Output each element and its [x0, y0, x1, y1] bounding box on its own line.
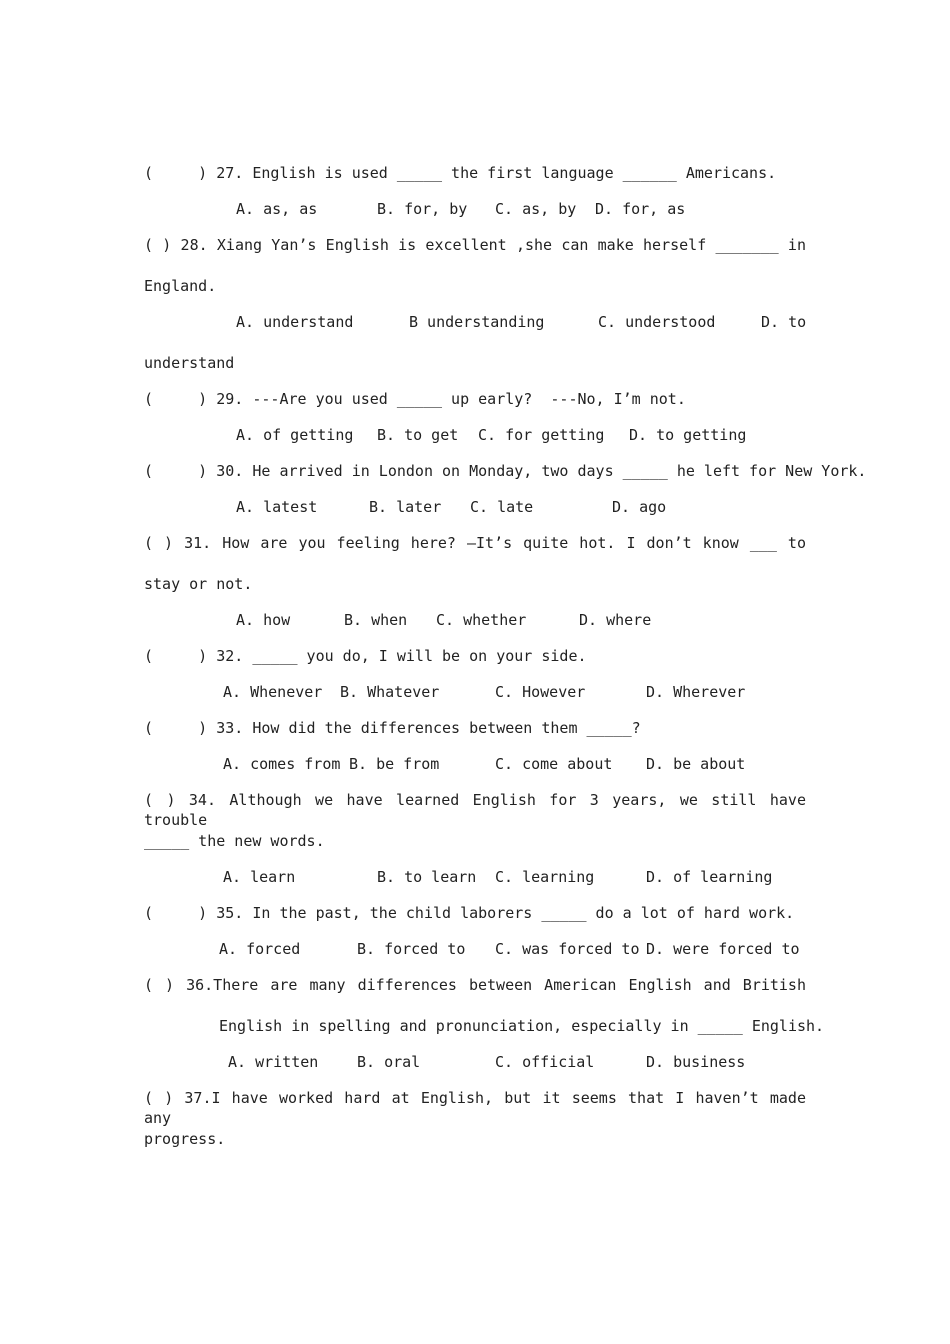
q35-option-c: C. was forced to: [495, 940, 640, 958]
question-35: ( ) 35. In the past, the child laborers _____ do a lot of hard work.: [144, 904, 795, 922]
q29-option-b: B. to get: [377, 426, 459, 444]
q27-option-d: D. for, as: [595, 200, 686, 218]
q29-option-a: A. of getting: [236, 426, 354, 444]
q35-option-b: B. forced to: [357, 940, 466, 958]
q33-option-b: B. be from: [349, 755, 440, 773]
q27-option-c: C. as, by: [495, 200, 577, 218]
question-32: ( ) 32. _____ you do, I will be on your side.: [144, 647, 587, 665]
question-34-cont: _____ the new words.: [144, 832, 325, 850]
q30-option-c: C. late: [470, 498, 534, 516]
q30-option-b: B. later: [369, 498, 442, 516]
q30-option-d: D. ago: [612, 498, 667, 516]
q33-option-c: C. come about: [495, 755, 613, 773]
q36-option-b: B. oral: [357, 1053, 421, 1071]
q27-option-b: B. for, by: [377, 200, 468, 218]
q28-option-b: B understanding: [409, 313, 545, 331]
q28-option-a: A. understand: [236, 313, 354, 331]
question-31: ( ) 31. How are you feeling here? —It’s quite hot. I don’t know ___ to: [144, 534, 806, 552]
q34-option-c: C. learning: [495, 868, 595, 886]
q34-option-a: A. learn: [223, 868, 296, 886]
q35-option-d: D. were forced to: [646, 940, 800, 958]
q31-option-a: A. how: [236, 611, 291, 629]
q29-option-c: C. for getting: [478, 426, 605, 444]
q32-option-a: A. Whenever: [223, 683, 323, 701]
q34-option-d: D. of learning: [646, 868, 773, 886]
q29-option-d: D. to getting: [629, 426, 747, 444]
question-37-cont: progress.: [144, 1130, 226, 1148]
q28-option-d: D. to: [761, 313, 807, 331]
question-28-cont: England.: [144, 277, 217, 295]
q31-option-c: C. whether: [436, 611, 527, 629]
q35-option-a: A. forced: [219, 940, 301, 958]
q32-option-d: D. Wherever: [646, 683, 746, 701]
q33-option-d: D. be about: [646, 755, 746, 773]
q30-option-a: A. latest: [236, 498, 318, 516]
q27-option-a: A. as, as: [236, 200, 318, 218]
question-36-cont: English in spelling and pronunciation, especially in _____ English.: [219, 1017, 825, 1035]
question-28: ( ) 28. Xiang Yan’s English is excellent ,she can make herself _______ in: [144, 236, 806, 254]
q28-option-d-cont: understand: [144, 354, 235, 372]
q36-option-d: D. business: [646, 1053, 746, 1071]
q28-option-c: C. understood: [598, 313, 716, 331]
q32-option-b: B. Whatever: [340, 683, 440, 701]
question-36: ( ) 36.There are many differences between American English and British: [144, 976, 806, 994]
question-29: ( ) 29. ---Are you used _____ up early? ---No, I’m not.: [144, 390, 686, 408]
question-27: ( ) 27. English is used _____ the first language ______ Americans.: [144, 164, 777, 182]
question-33: ( ) 33. How did the differences between them _____?: [144, 719, 641, 737]
question-37: ( ) 37.I have worked hard at English, but it seems that I haven’t made any: [144, 1089, 806, 1127]
question-31-cont: stay or not.: [144, 575, 253, 593]
q33-option-a: A. comes from: [223, 755, 341, 773]
q31-option-b: B. when: [344, 611, 408, 629]
q32-option-c: C. However: [495, 683, 586, 701]
q36-option-c: C. official: [495, 1053, 595, 1071]
q36-option-a: A. written: [228, 1053, 319, 1071]
question-34: ( ) 34. Although we have learned English for 3 years, we still have trouble: [144, 791, 806, 829]
question-30: ( ) 30. He arrived in London on Monday, two days _____ he left for New York.: [144, 462, 867, 480]
q34-option-b: B. to learn: [377, 868, 477, 886]
q31-option-d: D. where: [579, 611, 652, 629]
